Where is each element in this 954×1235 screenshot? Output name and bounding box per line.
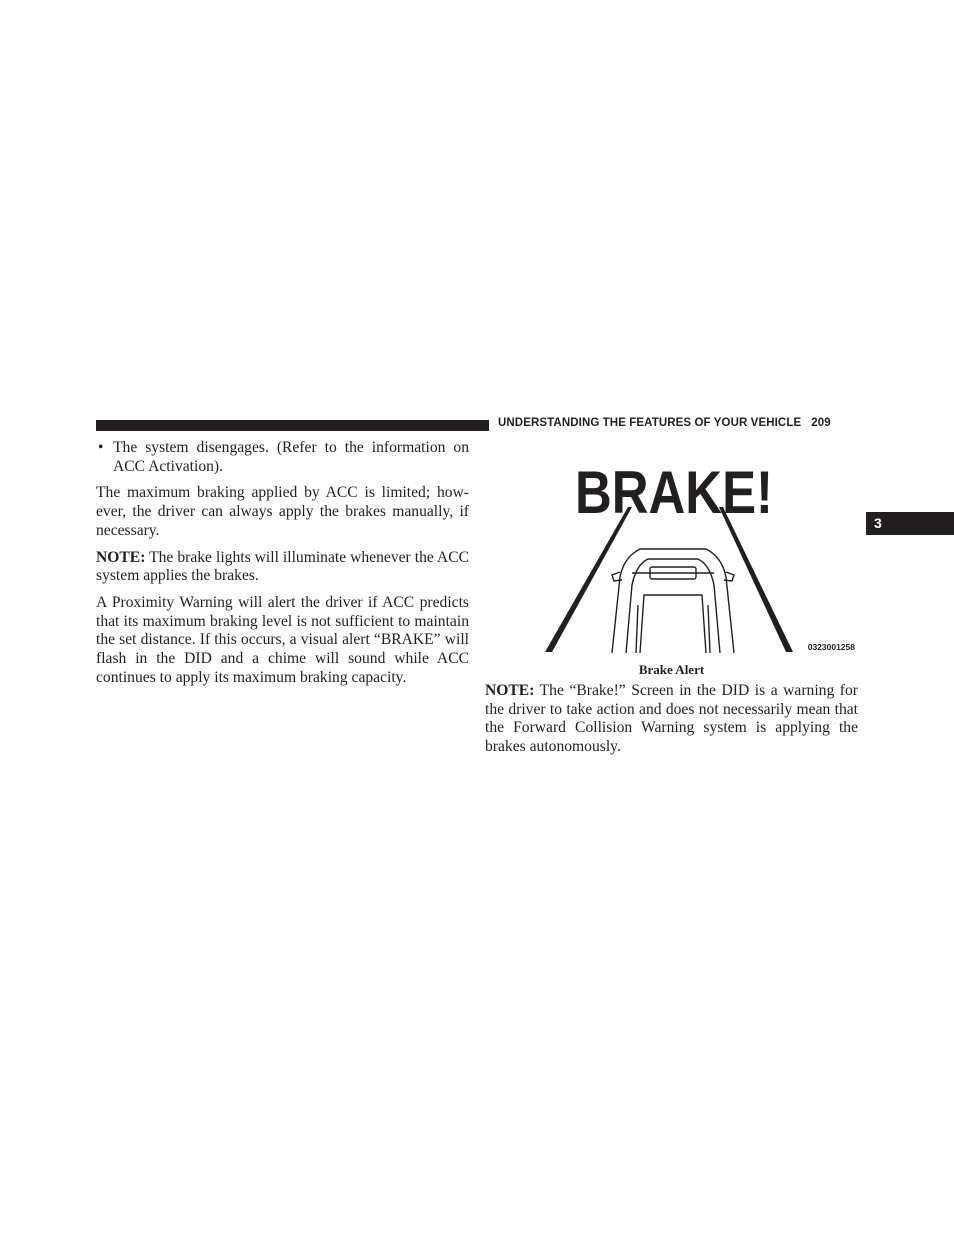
bullet-dot-icon: • [98, 439, 104, 456]
note-text: The brake lights will illuminate whenever the ACC system applies the brakes. [96, 548, 469, 585]
paragraph-max-braking: The maximum braking applied by ACC is limited; how-ever, the driver can always apply the brakes manually, if necessary. [96, 484, 469, 539]
header-title-text: UNDERSTANDING THE FEATURES OF YOUR VEHICLE [498, 417, 802, 429]
paragraph-proximity-warning: A Proximity Warning will alert the driver if ACC predicts that its maximum braking level is not sufficient to maintain the set distance. If this occurs, a visual alert “BRAKE” will flash in the DID and a chime will sound while ACC continues to apply its maximum braking capacity. [96, 593, 469, 686]
page-number: 209 [811, 417, 831, 429]
bullet-text: The system disengages. (Refer to the information on ACC Activation). [113, 439, 469, 475]
note-text: The “Brake!” Screen in the DID is a warning for the driver to take action and does not necessarily mean that the Forward Collision Warning system is applying the brakes autonomously. [485, 682, 858, 756]
left-column [96, 439, 469, 695]
brake-headline: BRAKE! [575, 459, 773, 526]
note-label: NOTE: [96, 548, 146, 566]
note-brake-screen [485, 682, 858, 757]
figure-code: 0323001258 [807, 642, 855, 652]
running-header [498, 417, 831, 429]
right-column [485, 682, 858, 765]
brake-alert-figure [540, 455, 860, 655]
chapter-tab: 3 [866, 512, 954, 535]
vehicle-rear-icon [612, 549, 734, 653]
left-lane-line [545, 507, 632, 652]
note-brake-lights [96, 549, 469, 586]
note-label: NOTE: [485, 682, 535, 699]
header-rule [96, 420, 489, 431]
figure-caption: Brake Alert [638, 662, 705, 677]
bullet-item [96, 439, 469, 476]
right-lane-line [719, 507, 793, 652]
